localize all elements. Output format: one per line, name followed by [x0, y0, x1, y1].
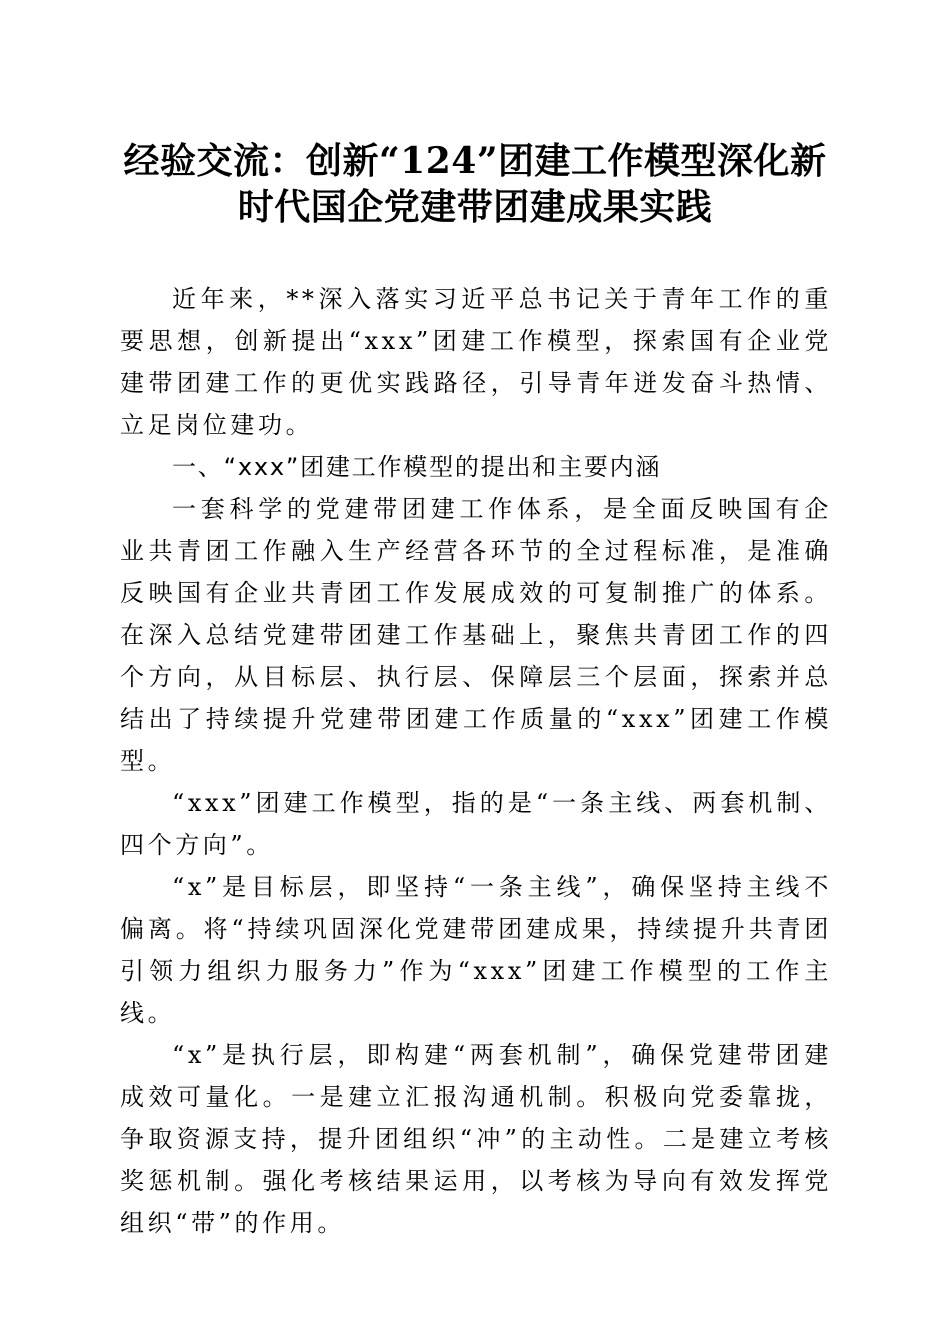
paragraph-target-layer: “x”是目标层，即坚持“一条主线”，确保坚持主线不偏离。将“持续巩固深化党建带团建成果，持续提升共青团引领力组织力服务力”作为“xxx”团建工作模型的工作主线。	[120, 873, 832, 1027]
title-line-1: 经验交流：创新“124”团建工作模型深化新	[123, 140, 827, 182]
paragraph-system: 一套科学的党建带团建工作体系，是全面反映国有企业共青团工作融入生产经营各环节的全过程标准，是准确反映国有企业共青团工作发展成效的可复制推广的体系。在深入总结党建带团建工作基础上，聚焦共青团工作的四个方向，从目标层、执行层、保障层三个层面，探索并总结出了持续提升党建带团建工作质量的“xxx”团建工作模型。	[120, 495, 832, 775]
paragraph-execution-layer: “x”是执行层，即构建“两套机制”，确保党建带团建成效可量化。一是建立汇报沟通机制。积极向党委靠拢，争取资源支持，提升团组织“冲”的主动性。二是建立考核奖惩机制。强化考核结果运用，以考核为导向有效发挥党组织“带”的作用。	[120, 1041, 832, 1237]
document-body	[120, 278, 832, 1244]
paragraph-intro: 近年来，**深入落实习近平总书记关于青年工作的重要思想，创新提出“xxx”团建工作模型，探索国有企业党建带团建工作的更优实践路径，引导青年迸发奋斗热情、立足岗位建功。	[120, 285, 832, 439]
document-title	[100, 138, 850, 230]
section-heading-1: 一、“xxx”团建工作模型的提出和主要内涵	[172, 453, 662, 481]
paragraph-model-definition: “xxx”团建工作模型，指的是“一条主线、两套机制、四个方向”。	[120, 789, 832, 859]
title-line-2: 时代国企党建带团建成果实践	[237, 186, 713, 228]
